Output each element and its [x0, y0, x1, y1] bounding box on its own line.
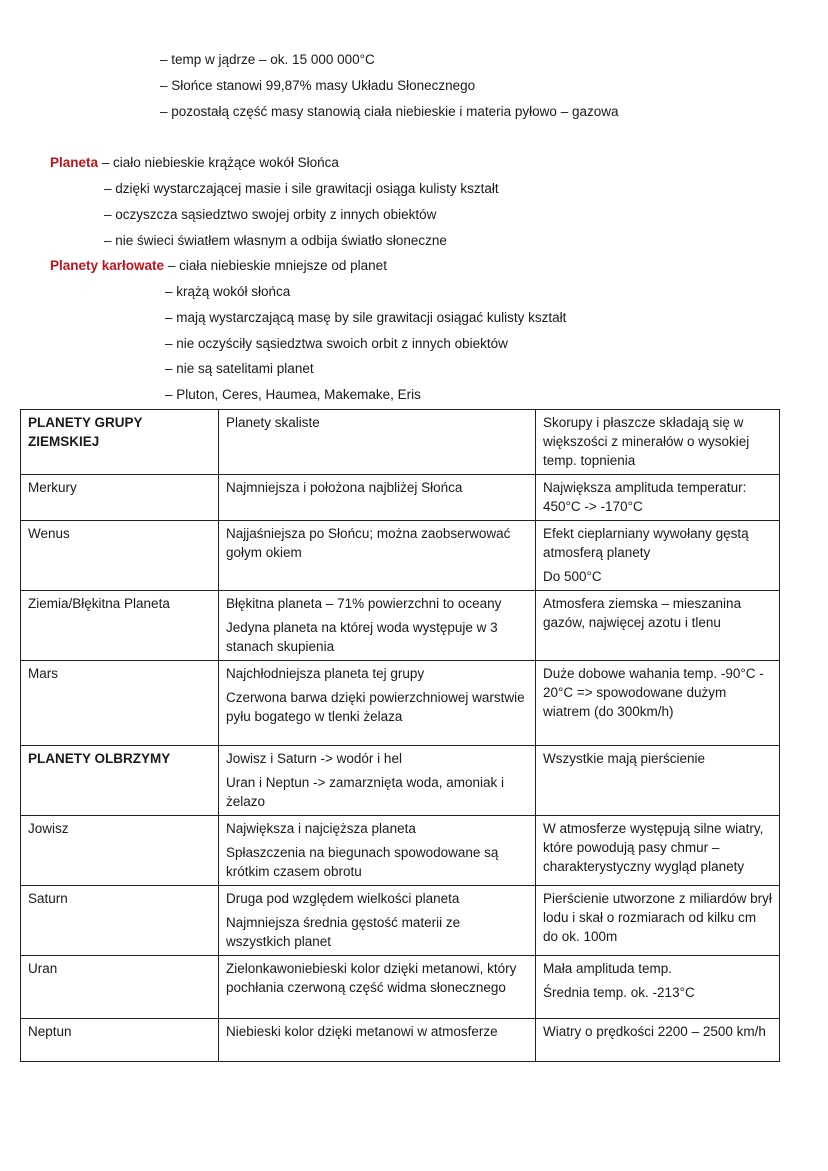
planets-table	[20, 409, 780, 1062]
table-row-saturn	[21, 886, 780, 956]
planeta-point-1: – dzięki wystarczającej masie i sile grawitacji osiąga kulisty kształt	[104, 181, 499, 196]
karlowate-point-5: – Pluton, Ceres, Haumea, Makemake, Eris	[165, 387, 421, 402]
planeta-point-3: – nie świeci światłem własnym a odbija światło słoneczne	[104, 233, 447, 248]
intro-line-3: – pozostałą część masy stanowią ciała niebieskie i materia pyłowo – gazowa	[160, 104, 619, 119]
row-col3: Mała amplituda temp. Średnia temp. ok. -213°C	[536, 956, 780, 1019]
row-col3: Atmosfera ziemska – mieszanina gazów, najwięcej azotu i tlenu	[536, 591, 780, 661]
row-name: Jowisz	[21, 816, 219, 886]
table-row-ziemskie	[21, 410, 780, 475]
row-name: Merkury	[21, 475, 219, 521]
row-col3: Wszystkie mają pierścienie	[536, 746, 780, 816]
row-col2: Najjaśniejsza po Słońcu; można zaobserwować gołym okiem	[219, 521, 536, 591]
row-col2: Największa i najcięższa planeta Spłaszczenia na biegunach spowodowane są krótkim czasem obrotu	[219, 816, 536, 886]
table-row-uran	[21, 956, 780, 1019]
row-col3: Efekt cieplarniany wywołany gęstą atmosferą planety Do 500°C	[536, 521, 780, 591]
karlowate-definition-text: – ciała niebieskie mniejsze od planet	[164, 258, 387, 273]
table-row-olbrzymy	[21, 746, 780, 816]
row-col2: Najchłodniejsza planeta tej grupy Czerwona barwa dzięki powierzchniowej warstwie pyłu bogatego w tlenki żelaza	[219, 661, 536, 746]
row-col3: Największa amplituda temperatur: 450°C -> -170°C	[536, 475, 780, 521]
row-name: Uran	[21, 956, 219, 1019]
table-row-ziemia	[21, 591, 780, 661]
row-col3: Pierścienie utworzone z miliardów brył lodu i skał o rozmiarach od kilku cm do ok. 100m	[536, 886, 780, 956]
row-col3: Wiatry o prędkości 2200 – 2500 km/h	[536, 1019, 780, 1062]
row-col2: Zielonkawoniebieski kolor dzięki metanowi, który pochłania czerwoną część widma słonecznego	[219, 956, 536, 1019]
table-row-jowisz	[21, 816, 780, 886]
karlowate-definition	[50, 257, 387, 275]
row-col2: Planety skaliste	[219, 410, 536, 475]
planeta-point-2: – oczyszcza sąsiedztwo swojej orbity z innych obiektów	[104, 207, 437, 222]
row-col3: W atmosferze występują silne wiatry, które powodują pasy chmur – charakterystyczny wygląd planety	[536, 816, 780, 886]
row-name: Saturn	[21, 886, 219, 956]
row-col2: Druga pod względem wielkości planeta Najmniejsza średnia gęstość materii ze wszystkich planet	[219, 886, 536, 956]
row-col2: Najmniejsza i położona najbliżej Słońca	[219, 475, 536, 521]
intro-line-2: – Słońce stanowi 99,87% masy Układu Słonecznego	[160, 78, 476, 93]
planeta-term: Planeta	[50, 155, 99, 170]
row-col2: Niebieski kolor dzięki metanowi w atmosferze	[219, 1019, 536, 1062]
karlowate-point-1: – krążą wokół słońca	[165, 284, 291, 299]
row-name: Mars	[21, 661, 219, 746]
row-name: Neptun	[21, 1019, 219, 1062]
table-row-merkury	[21, 475, 780, 521]
karlowate-term: Planety karłowate	[50, 258, 165, 273]
planeta-definition	[50, 154, 339, 172]
row-col2: Jowisz i Saturn -> wodór i hel Uran i Neptun -> zamarznięta woda, amoniak i żelazo	[219, 746, 536, 816]
row-col2: Błękitna planeta – 71% powierzchni to oceany Jedyna planeta na której woda występuje w 3 stanach skupienia	[219, 591, 536, 661]
row-name: PLANETY GRUPY ZIEMSKIEJ	[21, 410, 219, 475]
karlowate-point-3: – nie oczyściły sąsiedztwa swoich orbit z innych obiektów	[165, 336, 508, 351]
row-name: PLANETY OLBRZYMY	[21, 746, 219, 816]
row-col3: Skorupy i płaszcze składają się w większości z minerałów o wysokiej temp. topnienia	[536, 410, 780, 475]
table-row-neptun	[21, 1019, 780, 1062]
karlowate-point-4: – nie są satelitami planet	[165, 361, 314, 376]
planeta-definition-text: – ciało niebieskie krążące wokół Słońca	[98, 155, 339, 170]
row-name: Ziemia/Błękitna Planeta	[21, 591, 219, 661]
table-row-mars	[21, 661, 780, 746]
karlowate-point-2: – mają wystarczającą masę by sile grawitacji osiągać kulisty kształt	[165, 310, 567, 325]
intro-line-1: – temp w jądrze – ok. 15 000 000°C	[160, 52, 375, 67]
table-row-wenus	[21, 521, 780, 591]
row-col3: Duże dobowe wahania temp. -90°C - 20°C => spowodowane dużym wiatrem (do 300km/h)	[536, 661, 780, 746]
row-name: Wenus	[21, 521, 219, 591]
